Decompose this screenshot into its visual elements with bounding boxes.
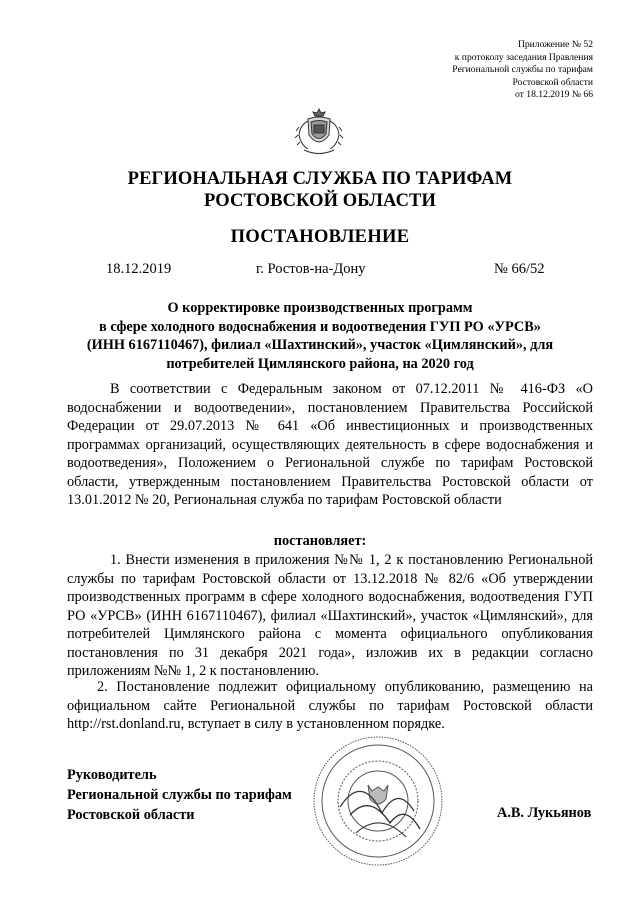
- signatory-position-line: Ростовской области: [67, 807, 195, 823]
- document-type: ПОСТАНОВЛЕНИЕ: [230, 227, 410, 247]
- appendix-line: от 18.12.2019 № 66: [515, 89, 593, 101]
- signatory-position-line: Региональной службы по тарифам: [67, 787, 292, 803]
- decides-heading: постановляет:: [273, 533, 367, 549]
- clause-2-paragraph: 2. Постановление подлежит официальному опубликованию, размещению на официальном сайте Региональной службы по тарифам Ростовской области http://rst.donland.ru, вступает в силу в установленном порядке.: [67, 679, 593, 732]
- agency-name-line: РЕГИОНАЛЬНАЯ СЛУЖБА ПО ТАРИФАМ: [127, 169, 513, 189]
- round-official-seal: [310, 733, 446, 869]
- subject-line: в сфере холодного водоснабжения и водоотведения ГУП РО «УРСВ»: [99, 318, 541, 335]
- document-number: № 66/52: [494, 261, 545, 277]
- appendix-line: Ростовской области: [512, 76, 593, 88]
- signatory-position-line: Руководитель: [67, 767, 157, 783]
- appendix-line: Приложение № 52: [517, 39, 593, 50]
- appendix-note: [343, 39, 593, 102]
- document-date: 18.12.2019: [106, 261, 172, 277]
- agency-name-line: РОСТОВСКОЙ ОБЛАСТИ: [204, 191, 436, 211]
- subject-line: О корректировке производственных программ: [167, 300, 473, 316]
- coat-of-arms-icon: [294, 105, 344, 157]
- appendix-line: к протоколу заседания Правления: [454, 51, 593, 63]
- agency-name: [0, 168, 640, 212]
- subject-line: потребителей Цимлянского района, на 2020 год: [166, 355, 474, 372]
- subject-line: (ИНН 6167110467), филиал «Шахтинский», участок «Цимлянский», для: [86, 337, 554, 353]
- signatory-name: А.В. Лукьянов: [497, 805, 592, 821]
- preamble-paragraph: В соответствии с Федеральным законом от 07.12.2011 № 416-ФЗ «О водоснабжении и водоотведении», постановлением Правительства Российской Федерации от 29.07.2013 № 641 «Об инвестиционных и производственных программах организаций, осуществляющих деятельность в сфере водоснабжения и водоотведения», Положением о Региональной службе по тарифам Ростовской области, утвержденным постановлением Правительства Ростовской области от 13.01.2012 № 20, Региональная служба по тарифам Ростовской области: [67, 381, 593, 508]
- document-city: г. Ростов-на-Дону: [256, 261, 366, 277]
- signatory-position: [67, 765, 292, 825]
- clause-1-paragraph: 1. Внести изменения в приложения №№ 1, 2 к постановлению Региональной службы по тарифам Ростовской области от 13.12.2018 № 82/6 «Об утверждении производственных программ в сфере холодного водоснабжения, водоотведения ГУП РО «УРСВ» (ИНН 6167110467), филиал «Шахтинский», участок «Цимлянский», для потребителей Цимлянского района с момента официального опубликования постановления по 31 декабря 2021 года», изложив их в редакции согласно приложениям №№ 1, 2 к постановлению.: [67, 552, 593, 679]
- document-subject: [62, 299, 578, 373]
- appendix-line: Региональной службы по тарифам: [452, 64, 593, 76]
